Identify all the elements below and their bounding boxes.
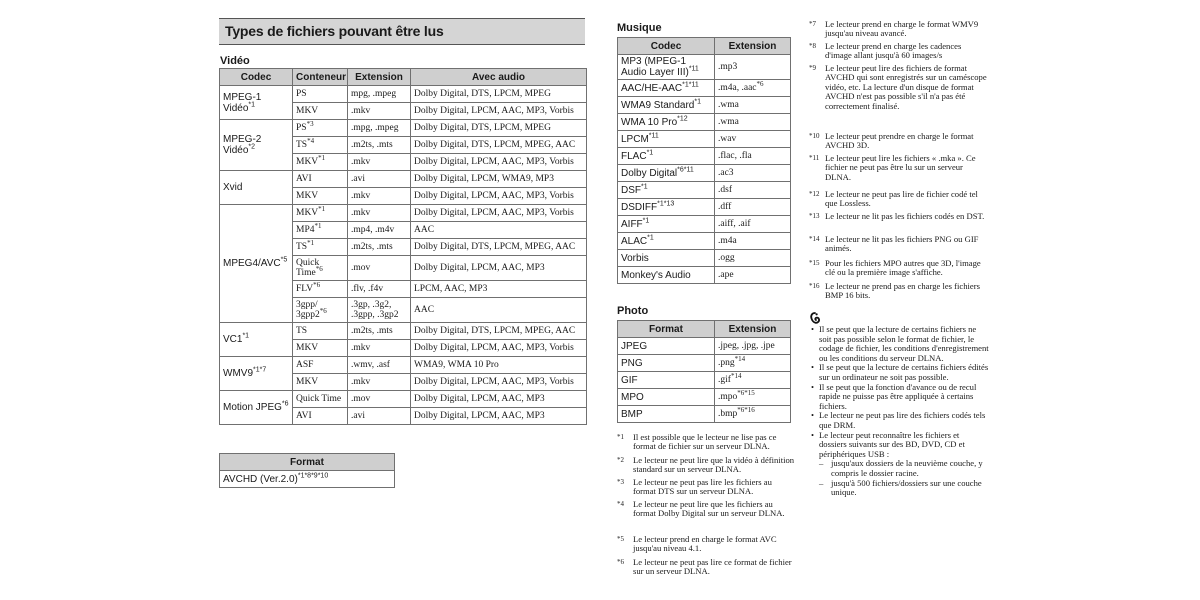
video-extension-cell: .mkv — [348, 374, 411, 391]
table-row — [220, 120, 587, 137]
music-table — [617, 37, 791, 284]
video-extension-cell: .avi — [348, 171, 411, 188]
music-codec-cell: ALAC$^{*1}$ — [618, 233, 715, 250]
video-extension-cell: .wmv, .asf — [348, 357, 411, 374]
music-extension-cell: .wav — [715, 131, 791, 148]
music-extension-cell: .wma — [715, 114, 791, 131]
table-row — [618, 131, 791, 148]
table-row — [618, 148, 791, 165]
music-codec-cell: Monkey's Audio — [618, 267, 715, 284]
photo-extension-cell: .png$^{*14}$ — [715, 355, 791, 372]
table-row — [618, 165, 791, 182]
video-codec-cell: MPEG-1 Vidéo$^{*1}$ — [220, 86, 293, 120]
video-container-cell: Quick Time — [293, 391, 348, 408]
note-item: • Il se peut que la lecture de certains fichiers ne soit pas possible selon le format de fichier, le codage de fichier, les conditions d'enregistrement ou les conditions du serveur DLNA. — [811, 324, 989, 363]
table-row — [220, 323, 587, 340]
video-audio-cell: Dolby Digital, LPCM, AAC, MP3, Vorbis — [411, 154, 587, 171]
video-container-cell: MKV — [293, 188, 348, 205]
video-extension-cell: .avi — [348, 408, 411, 425]
table-row — [618, 182, 791, 199]
video-audio-cell: Dolby Digital, LPCM, AAC, MP3, Vorbis — [411, 205, 587, 222]
video-codec-cell: Motion JPEG$^{*6}$ — [220, 391, 293, 425]
music-extension-cell: .ape — [715, 267, 791, 284]
format-table — [219, 453, 395, 488]
video-audio-cell: Dolby Digital, LPCM, AAC, MP3 — [411, 256, 587, 281]
video-container-cell: FLV$^{*6}$ — [293, 281, 348, 298]
video-audio-cell: LPCM, AAC, MP3 — [411, 281, 587, 298]
music-codec-cell: WMA9 Standard$^{*1}$ — [618, 97, 715, 114]
video-extension-cell: mpg, .mpeg — [348, 86, 411, 103]
video-container-cell: 3gpp/ 3gpp2$^{*6}$ — [293, 298, 348, 323]
video-audio-cell: Dolby Digital, LPCM, AAC, MP3, Vorbis — [411, 188, 587, 205]
video-container-cell: PS — [293, 86, 348, 103]
music-heading: Musique — [617, 22, 662, 34]
photo-header-extension: Extension — [715, 321, 791, 338]
photo-format-cell: JPEG — [618, 338, 715, 355]
photo-header-format: Format — [618, 321, 715, 338]
music-extension-cell: .m4a — [715, 233, 791, 250]
video-container-cell: TS$^{*1}$ — [293, 239, 348, 256]
table-row — [618, 389, 791, 406]
video-codec-cell: VC1$^{*1}$ — [220, 323, 293, 357]
table-row — [618, 97, 791, 114]
table-row — [618, 250, 791, 267]
photo-table — [617, 320, 791, 423]
video-codec-cell: $WMV9^{*1*7}$ — [220, 357, 293, 391]
music-extension-cell: .ogg — [715, 250, 791, 267]
video-extension-cell: .m2ts, .mts — [348, 323, 411, 340]
table-row — [618, 199, 791, 216]
photo-format-cell: PNG — [618, 355, 715, 372]
music-extension-cell: .ac3 — [715, 165, 791, 182]
video-container-cell: MKV — [293, 103, 348, 120]
header-audio: Avec audio — [411, 69, 587, 86]
music-codec-cell: $DSDIFF^{*1*13}$ — [618, 199, 715, 216]
music-header-codec: Codec — [618, 38, 715, 55]
note-item: • Il se peut que la lecture de certains fichiers édités sur un ordinateur ne soit pas possible. — [811, 362, 989, 382]
video-codec-cell: MPEG-2 Vidéo$^{*2}$ — [220, 120, 293, 171]
video-audio-cell: Dolby Digital, LPCM, AAC, MP3 — [411, 408, 587, 425]
page-title: Types de fichiers pouvant être lus — [225, 23, 444, 39]
photo-extension-cell: .jpeg, .jpg, .jpe — [715, 338, 791, 355]
video-extension-cell: .mkv — [348, 154, 411, 171]
table-row — [618, 216, 791, 233]
video-extension-cell: .m2ts, .mts — [348, 137, 411, 154]
note-sub-item: – jusqu'aux dossiers de la neuvième couche, y compris le dossier racine. — [819, 458, 983, 478]
table-row — [618, 267, 791, 284]
video-audio-cell: WMA9, WMA 10 Pro — [411, 357, 587, 374]
video-heading: Vidéo — [220, 55, 250, 67]
video-extension-cell: .mpg, .mpeg — [348, 120, 411, 137]
table-row — [220, 357, 587, 374]
table-row — [618, 80, 791, 97]
video-extension-cell: .mkv — [348, 205, 411, 222]
table-row — [220, 205, 587, 222]
music-extension-cell: .aiff, .aif — [715, 216, 791, 233]
table-row — [618, 114, 791, 131]
video-container-cell: AVI — [293, 171, 348, 188]
music-codec-cell: MP3 (MPEG-1 Audio Layer III)$^{*11}$ — [618, 55, 715, 80]
video-extension-cell: .mov — [348, 391, 411, 408]
video-audio-cell: Dolby Digital, LPCM, AAC, MP3, Vorbis — [411, 340, 587, 357]
video-audio-cell: Dolby Digital, DTS, LPCM, MPEG, AAC — [411, 323, 587, 340]
video-extension-cell: .mkv — [348, 188, 411, 205]
photo-format-cell: GIF — [618, 372, 715, 389]
header-container: Conteneur — [293, 69, 348, 86]
video-container-cell: MKV$^{*1}$ — [293, 205, 348, 222]
note-icon — [809, 311, 821, 323]
music-codec-cell: Vorbis — [618, 250, 715, 267]
table-row — [220, 391, 587, 408]
table-row — [220, 86, 587, 103]
photo-format-cell: BMP — [618, 406, 715, 423]
format-cell: AVCHD $(Ver.2.0)^{*1*8*9*10}$ — [220, 471, 395, 488]
video-extension-cell: .mov — [348, 256, 411, 281]
video-table — [219, 68, 587, 425]
photo-extension-cell: .gif$^{*14}$ — [715, 372, 791, 389]
music-extension-cell: .flac, .fla — [715, 148, 791, 165]
video-extension-cell: .flv, .f4v — [348, 281, 411, 298]
format-header: Format — [220, 454, 395, 471]
music-extension-cell: .m4a, .aac$^{*6}$ — [715, 80, 791, 97]
video-audio-cell: AAC — [411, 222, 587, 239]
music-codec-cell: LPCM$^{*11}$ — [618, 131, 715, 148]
music-codec-cell: DSF$^{*1}$ — [618, 182, 715, 199]
video-extension-cell: .m2ts, .mts — [348, 239, 411, 256]
video-codec-cell: MPEG4/AVC$^{*5}$ — [220, 205, 293, 323]
table-row — [618, 55, 791, 80]
video-audio-cell: Dolby Digital, LPCM, AAC, MP3, Vorbis — [411, 374, 587, 391]
video-audio-cell: Dolby Digital, LPCM, AAC, MP3 — [411, 391, 587, 408]
video-audio-cell: Dolby Digital, DTS, LPCM, MPEG, AAC — [411, 239, 587, 256]
video-audio-cell: Dolby Digital, LPCM, WMA9, MP3 — [411, 171, 587, 188]
video-container-cell: Quick Time$^{*6}$ — [293, 256, 348, 281]
music-codec-cell: AAC/$HE-AAC^{*1*11}$ — [618, 80, 715, 97]
table-row — [618, 372, 791, 389]
table-row — [220, 171, 587, 188]
notes-list — [811, 325, 989, 498]
music-header-extension: Extension — [715, 38, 791, 55]
video-container-cell: AVI — [293, 408, 348, 425]
photo-extension-cell: .mpo$^{*6*15}$ — [715, 389, 791, 406]
note-item: • Le lecteur peut reconnaître les fichiers et dossiers suivants sur des BD, DVD, CD et périphériques USB : — [811, 429, 965, 459]
video-container-cell: MKV$^{*1}$ — [293, 154, 348, 171]
music-extension-cell: .wma — [715, 97, 791, 114]
music-extension-cell: .dff — [715, 199, 791, 216]
video-audio-cell: Dolby Digital, DTS, LPCM, MPEG — [411, 86, 587, 103]
video-extension-cell: .mp4, .m4v — [348, 222, 411, 239]
video-audio-cell: Dolby Digital, DTS, LPCM, MPEG, AAC — [411, 137, 587, 154]
video-audio-cell: Dolby Digital, DTS, LPCM, MPEG — [411, 120, 587, 137]
photo-extension-cell: .bmp$^{*6*16}$ — [715, 406, 791, 423]
video-container-cell: MKV — [293, 340, 348, 357]
video-audio-cell: AAC — [411, 298, 587, 323]
video-extension-cell: .3gp, .3g2, .3gpp, .3gp2 — [348, 298, 411, 323]
table-row — [618, 233, 791, 250]
video-container-cell: MKV — [293, 374, 348, 391]
video-container-cell: ASF — [293, 357, 348, 374]
music-codec-cell: FLAC$^{*1}$ — [618, 148, 715, 165]
video-codec-cell: Xvid — [220, 171, 293, 205]
note-item: • Il se peut que la fonction d'avance ou de recul rapide ne puisse pas être appliquée à certains fichiers. — [811, 381, 977, 411]
music-codec-cell: WMA 10 Pro$^{*12}$ — [618, 114, 715, 131]
page-title-bar — [219, 18, 585, 45]
video-container-cell: PS$^{*3}$ — [293, 120, 348, 137]
table-row — [618, 355, 791, 372]
photo-format-cell: MPO — [618, 389, 715, 406]
video-extension-cell: .mkv — [348, 340, 411, 357]
video-container-cell: TS$^{*4}$ — [293, 137, 348, 154]
music-codec-cell: AIFF$^{*1}$ — [618, 216, 715, 233]
video-container-cell: TS — [293, 323, 348, 340]
header-extension: Extension — [348, 69, 411, 86]
music-extension-cell: .mp3 — [715, 55, 791, 80]
note-item: • Le lecteur ne peut pas lire des fichiers codés tels que DRM. — [811, 410, 986, 430]
video-container-cell: MP4$^{*1}$ — [293, 222, 348, 239]
music-codec-cell: Dolby Digital$^{*6*11}$ — [618, 165, 715, 182]
video-audio-cell: Dolby Digital, LPCM, AAC, MP3, Vorbis — [411, 103, 587, 120]
video-extension-cell: .mkv — [348, 103, 411, 120]
note-sub-item: – jusqu'à 500 fichiers/dossiers sur une couche unique. — [819, 477, 982, 498]
video-header-row — [220, 69, 587, 86]
music-extension-cell: .dsf — [715, 182, 791, 199]
header-codec: Codec — [220, 69, 293, 86]
table-row — [618, 338, 791, 355]
photo-heading: Photo — [617, 305, 649, 317]
table-row — [618, 406, 791, 423]
